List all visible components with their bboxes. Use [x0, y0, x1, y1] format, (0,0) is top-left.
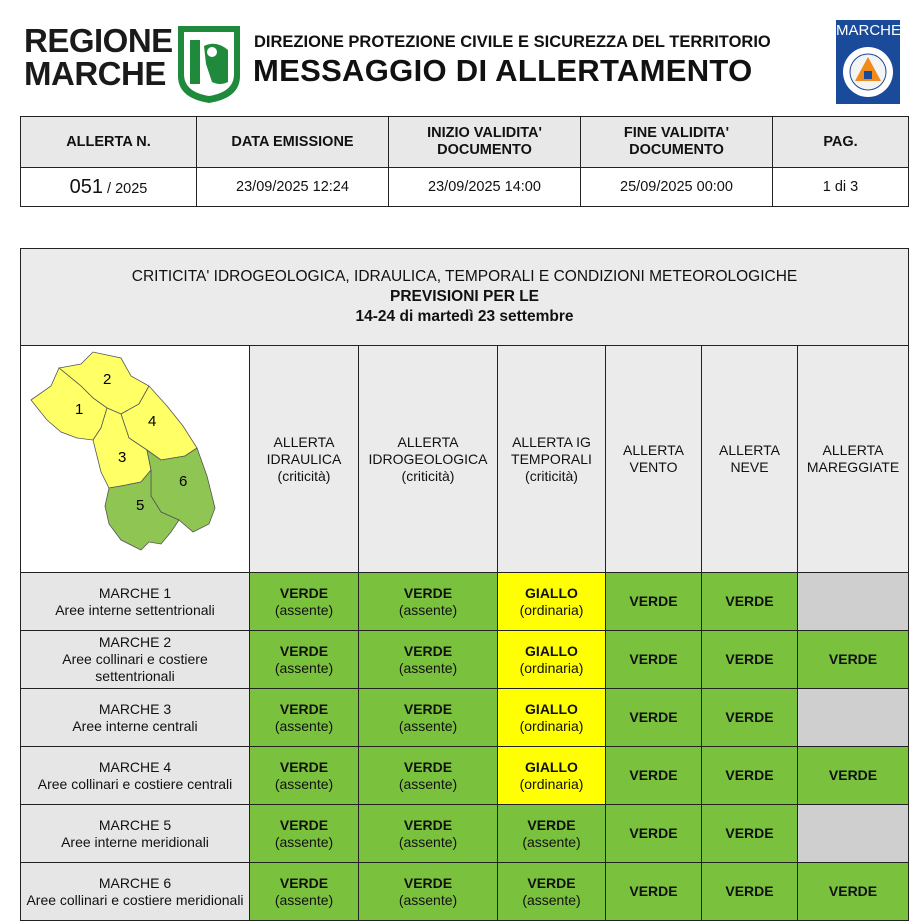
alert-level: VERDE — [279, 642, 329, 659]
zone-name: MARCHE 5 — [98, 816, 172, 833]
zone-name-cell — [21, 747, 250, 805]
alert-level-cell — [498, 573, 606, 631]
alert-level-cell — [250, 631, 359, 689]
alert-level-cell — [498, 805, 606, 863]
col-header-mareggiate: ALLERTA MAREGGIATE — [798, 346, 909, 573]
alert-criticity: (assente) — [274, 775, 334, 792]
header-emission-date: DATA EMISSIONE — [197, 117, 389, 168]
alert-level: VERDE — [725, 593, 774, 609]
alert-level-cell — [702, 863, 798, 921]
forecast-line3: 14-24 di martedì 23 settembre — [355, 308, 574, 325]
alert-level: VERDE — [403, 874, 453, 891]
alert-level-cell — [606, 863, 702, 921]
zone-name: MARCHE 4 — [98, 758, 172, 775]
zone-description: Aree collinari e costiere settentrionali — [62, 651, 208, 684]
civil-protection-emblem-icon — [841, 45, 895, 99]
alert-level: VERDE — [629, 709, 678, 725]
col-header-vento: ALLERTA VENTO — [606, 346, 702, 573]
civil-protection-logo — [836, 20, 900, 104]
map-label-5: 5 — [136, 497, 145, 514]
table-row — [21, 631, 909, 689]
table-row — [21, 863, 909, 921]
zone-name: MARCHE 3 — [98, 700, 172, 717]
alert-level: VERDE — [279, 758, 329, 775]
col-header-temporali: ALLERTA IG TEMPORALI (criticità) — [498, 346, 606, 573]
alert-level: VERDE — [403, 642, 453, 659]
pc-logo-label: MARCHE — [836, 22, 902, 39]
alert-level-cell — [798, 747, 909, 805]
forecast-header — [21, 249, 909, 346]
zone-name-cell — [21, 631, 250, 689]
emission-date: 23/09/2025 12:24 — [197, 168, 389, 207]
alert-level: VERDE — [403, 816, 453, 833]
alert-level-cell — [606, 573, 702, 631]
alert-criticity: (ordinaria) — [519, 659, 584, 676]
map-label-1: 1 — [75, 401, 84, 418]
region-map-cell — [21, 346, 250, 573]
alert-level: GIALLO — [525, 700, 578, 717]
alert-level-cell — [702, 747, 798, 805]
page-title: MESSAGGIO DI ALLERTAMENTO — [253, 53, 753, 88]
zone-description: Aree collinari e costiere meridionali — [26, 891, 244, 908]
alert-level: VERDE — [725, 767, 774, 783]
alert-level-cell — [250, 805, 359, 863]
forecast-table — [20, 248, 909, 921]
logo-line2: MARCHE — [24, 55, 166, 92]
alert-criticity: (assente) — [398, 601, 458, 618]
alert-level: VERDE — [828, 767, 878, 783]
alert-level: VERDE — [279, 816, 329, 833]
alert-level-cell — [359, 747, 498, 805]
region-logo-text — [24, 24, 173, 90]
alert-level-cell — [798, 689, 909, 747]
alert-level-cell — [359, 631, 498, 689]
valid-from: 23/09/2025 14:00 — [389, 168, 581, 207]
zone-name: MARCHE 6 — [98, 874, 172, 891]
alert-level: VERDE — [828, 651, 878, 667]
alert-level-cell — [359, 689, 498, 747]
zone-description: Aree collinari e costiere centrali — [37, 775, 233, 792]
alert-info-table — [20, 116, 909, 207]
alert-level: VERDE — [403, 758, 453, 775]
page-number: 1 di 3 — [773, 168, 909, 207]
table-row — [21, 747, 909, 805]
header-valid-to: FINE VALIDITA' DOCUMENTO — [581, 117, 773, 168]
alert-level: GIALLO — [525, 642, 578, 659]
zone-name-cell — [21, 863, 250, 921]
header-valid-from: INIZIO VALIDITA' DOCUMENTO — [389, 117, 581, 168]
alert-level-cell — [702, 689, 798, 747]
alert-level: VERDE — [629, 593, 678, 609]
alert-level: VERDE — [725, 825, 774, 841]
alert-level-cell — [250, 747, 359, 805]
alert-level: VERDE — [725, 883, 774, 899]
alert-level: VERDE — [403, 700, 453, 717]
alert-level-cell — [359, 573, 498, 631]
alert-level-cell — [798, 805, 909, 863]
alert-level: VERDE — [725, 709, 774, 725]
alert-level-cell — [498, 689, 606, 747]
col-header-idrogeologica: ALLERTA IDROGEOLOGICA (criticità) — [359, 346, 498, 573]
alert-level-cell — [798, 573, 909, 631]
alert-level-cell — [702, 631, 798, 689]
table-row — [21, 689, 909, 747]
alert-level-cell — [498, 747, 606, 805]
forecast-line1: CRITICITA' IDROGEOLOGICA, IDRAULICA, TEMPORALI E CONDIZIONI METEOROLOGICHE — [131, 268, 798, 285]
alert-level-cell — [606, 747, 702, 805]
zone-name-cell — [21, 805, 250, 863]
zone-description: Aree interne centrali — [72, 717, 198, 734]
alert-level: VERDE — [279, 874, 329, 891]
map-label-2: 2 — [103, 371, 112, 388]
alert-criticity: (assente) — [398, 775, 458, 792]
col-header-idraulica: ALLERTA IDRAULICA (criticità) — [250, 346, 359, 573]
zone-name-cell — [21, 689, 250, 747]
alert-level-cell — [250, 689, 359, 747]
alert-level-cell — [606, 631, 702, 689]
alert-level: VERDE — [629, 883, 678, 899]
alert-level-cell — [498, 631, 606, 689]
alert-criticity: (assente) — [398, 659, 458, 676]
alert-level: VERDE — [279, 700, 329, 717]
alert-level: VERDE — [828, 883, 878, 899]
alert-level: VERDE — [629, 651, 678, 667]
alert-level: GIALLO — [525, 758, 578, 775]
region-shield-icon — [176, 24, 242, 104]
alert-level-cell — [702, 805, 798, 863]
alert-criticity: (assente) — [398, 891, 458, 908]
alert-level-cell — [250, 863, 359, 921]
alert-criticity: (assente) — [398, 833, 458, 850]
alert-level-cell — [702, 573, 798, 631]
alert-level: VERDE — [725, 651, 774, 667]
alert-criticity: (assente) — [522, 891, 581, 908]
alert-criticity: (assente) — [274, 601, 334, 618]
alert-level-cell — [606, 805, 702, 863]
logo-line1: REGIONE — [24, 22, 173, 59]
alert-number: 051 — [69, 175, 103, 198]
map-label-4: 4 — [148, 413, 157, 430]
alert-level: VERDE — [527, 816, 576, 833]
zone-name-cell — [21, 573, 250, 631]
region-map — [21, 346, 250, 568]
alert-level: VERDE — [527, 874, 576, 891]
alert-level: VERDE — [403, 584, 453, 601]
alert-level-cell — [498, 863, 606, 921]
alert-level: VERDE — [629, 825, 678, 841]
alert-criticity: (assente) — [522, 833, 581, 850]
table-row — [21, 573, 909, 631]
valid-to: 25/09/2025 00:00 — [581, 168, 773, 207]
map-label-6: 6 — [179, 473, 188, 490]
alert-criticity: (assente) — [274, 833, 334, 850]
alert-criticity: (ordinaria) — [519, 717, 584, 734]
alert-level-cell — [798, 863, 909, 921]
zone-description: Aree interne meridionali — [61, 833, 209, 850]
alert-level: VERDE — [629, 767, 678, 783]
alert-criticity: (assente) — [274, 717, 334, 734]
forecast-line2: PREVISIONI PER LE — [390, 288, 540, 305]
alert-criticity: (ordinaria) — [519, 601, 584, 618]
map-label-3: 3 — [118, 449, 127, 466]
alert-level-cell — [359, 805, 498, 863]
alert-criticity: (assente) — [398, 717, 458, 734]
alert-level: VERDE — [279, 584, 329, 601]
alert-criticity: (ordinaria) — [519, 775, 584, 792]
col-header-neve: ALLERTA NEVE — [702, 346, 798, 573]
alert-year: / 2025 — [107, 180, 148, 197]
alert-number-cell — [21, 168, 197, 207]
alert-level-cell — [798, 631, 909, 689]
alert-level-cell — [250, 573, 359, 631]
zone-name: MARCHE 2 — [98, 634, 172, 650]
zone-description: Aree interne settentrionali — [55, 601, 215, 618]
alert-level-cell — [359, 863, 498, 921]
alert-level: GIALLO — [525, 584, 578, 601]
department-name: DIREZIONE PROTEZIONE CIVILE E SICUREZZA DEL TERRITORIO — [254, 33, 771, 51]
header-page: PAG. — [773, 117, 909, 168]
table-row — [21, 805, 909, 863]
header-alert-number: ALLERTA N. — [21, 117, 197, 168]
alert-level-cell — [606, 689, 702, 747]
alert-criticity: (assente) — [274, 891, 334, 908]
zone-name: MARCHE 1 — [98, 584, 172, 601]
alert-criticity: (assente) — [274, 659, 334, 676]
